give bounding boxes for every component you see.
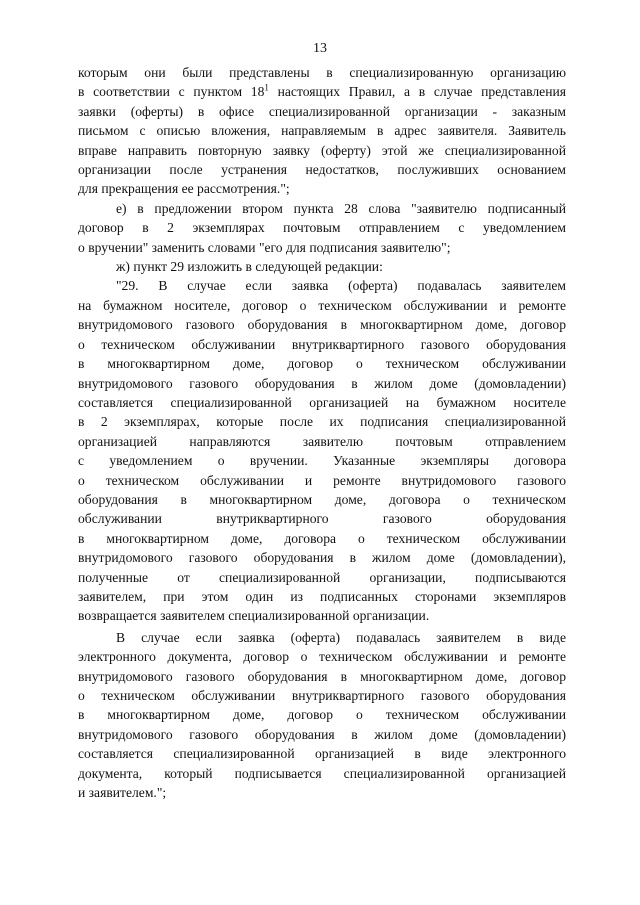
page-number: 13	[313, 41, 327, 56]
text-line: "29. В случае если заявка (оферта) подавалась заявителем	[116, 278, 566, 294]
text-line: внутридомового газового оборудования в жилом доме (домовладении)	[78, 726, 566, 742]
text-line: организации после устранения недостатков, послуживших основанием	[78, 162, 566, 178]
text-fragment: в соответствии с пунктом 18	[78, 84, 265, 100]
text-line: заявки (оферты) в офисе специализированной организации - заказным	[78, 103, 566, 119]
text-fragment: настоящих Правил, а в случае представления	[268, 84, 567, 100]
document-body	[78, 63, 566, 802]
text-line: с уведомлением о вручении. Указанные экземпляры договора	[78, 453, 566, 469]
text-line: о техническом обслуживании и ремонте внутридомового газового	[78, 472, 566, 488]
text-line: и заявителем.";	[78, 785, 167, 801]
text-line: в 2 экземплярах, которые после их подписания специализированной	[78, 414, 566, 430]
text-line: организацией направляются заявителю почтовым отправлением	[78, 433, 566, 449]
text-line: в многоквартирном доме, договор о техническом обслуживании	[78, 707, 566, 723]
text-line: в многоквартирном доме, договор о техническом обслуживании	[78, 356, 566, 372]
text-line: составляется специализированной организацией на бумажном носителе	[78, 394, 566, 410]
text-line: составляется специализированной организацией в виде электронного	[78, 746, 566, 762]
superscript: 1	[264, 82, 269, 93]
text-line: вправе направить повторную заявку (оферту) этой же специализированной	[78, 142, 566, 158]
text-line: ж) пункт 29 изложить в следующей редакции:	[116, 259, 383, 275]
text-line: документа, который подписывается специализированной организацией	[78, 765, 566, 781]
text-line: в многоквартирном доме, договора о техническом обслуживании	[78, 530, 566, 546]
text-line: о техническом обслуживании внутриквартирного газового оборудования	[78, 336, 566, 352]
text-line: обслуживании внутриквартирного газового оборудования	[78, 511, 566, 527]
text-line: письмом с описью вложения, направляемым в адрес заявителя. Заявитель	[78, 123, 566, 139]
text-line: внутридомового газового оборудования в многоквартирном доме, договор	[78, 668, 566, 684]
text-line: оборудования в многоквартирном доме, договора о техническом	[78, 491, 566, 507]
text-line: электронного документа, договор о техническом обслуживании и ремонте	[78, 649, 566, 665]
text-line: е) в предложении втором пункта 28 слова "заявителю подписанный	[116, 200, 566, 216]
text-line	[78, 82, 566, 101]
text-line: полученные от специализированной организации, подписываются	[78, 569, 566, 585]
text-line: о техническом обслуживании внутриквартирного газового оборудования	[78, 688, 566, 703]
text-line: для прекращения ее рассмотрения.";	[78, 181, 290, 197]
text-line: о вручении" заменить словами "его для подписания заявителю";	[78, 239, 451, 255]
text-line: внутридомового газового оборудования в жилом доме (домовладении)	[78, 375, 566, 391]
text-line: внутридомового газового оборудования в жилом доме (домовладении),	[78, 550, 566, 566]
text-line: которым они были представлены в специализированную организацию	[78, 65, 566, 80]
text-line: договор в 2 экземплярах почтовым отправлением с уведомлением	[78, 220, 566, 236]
text-line: В случае если заявка (оферта) подавалась заявителем в виде	[116, 629, 566, 645]
text-line: возвращается заявителем специализированной организации.	[78, 608, 430, 624]
text-line: на бумажном носителе, договор о техническом обслуживании и ремонте	[78, 297, 566, 313]
text-line: внутридомового газового оборудования в многоквартирном доме, договор	[78, 317, 566, 333]
text-line: заявителем, при этом один из подписанных сторонами экземпляров	[78, 588, 566, 604]
